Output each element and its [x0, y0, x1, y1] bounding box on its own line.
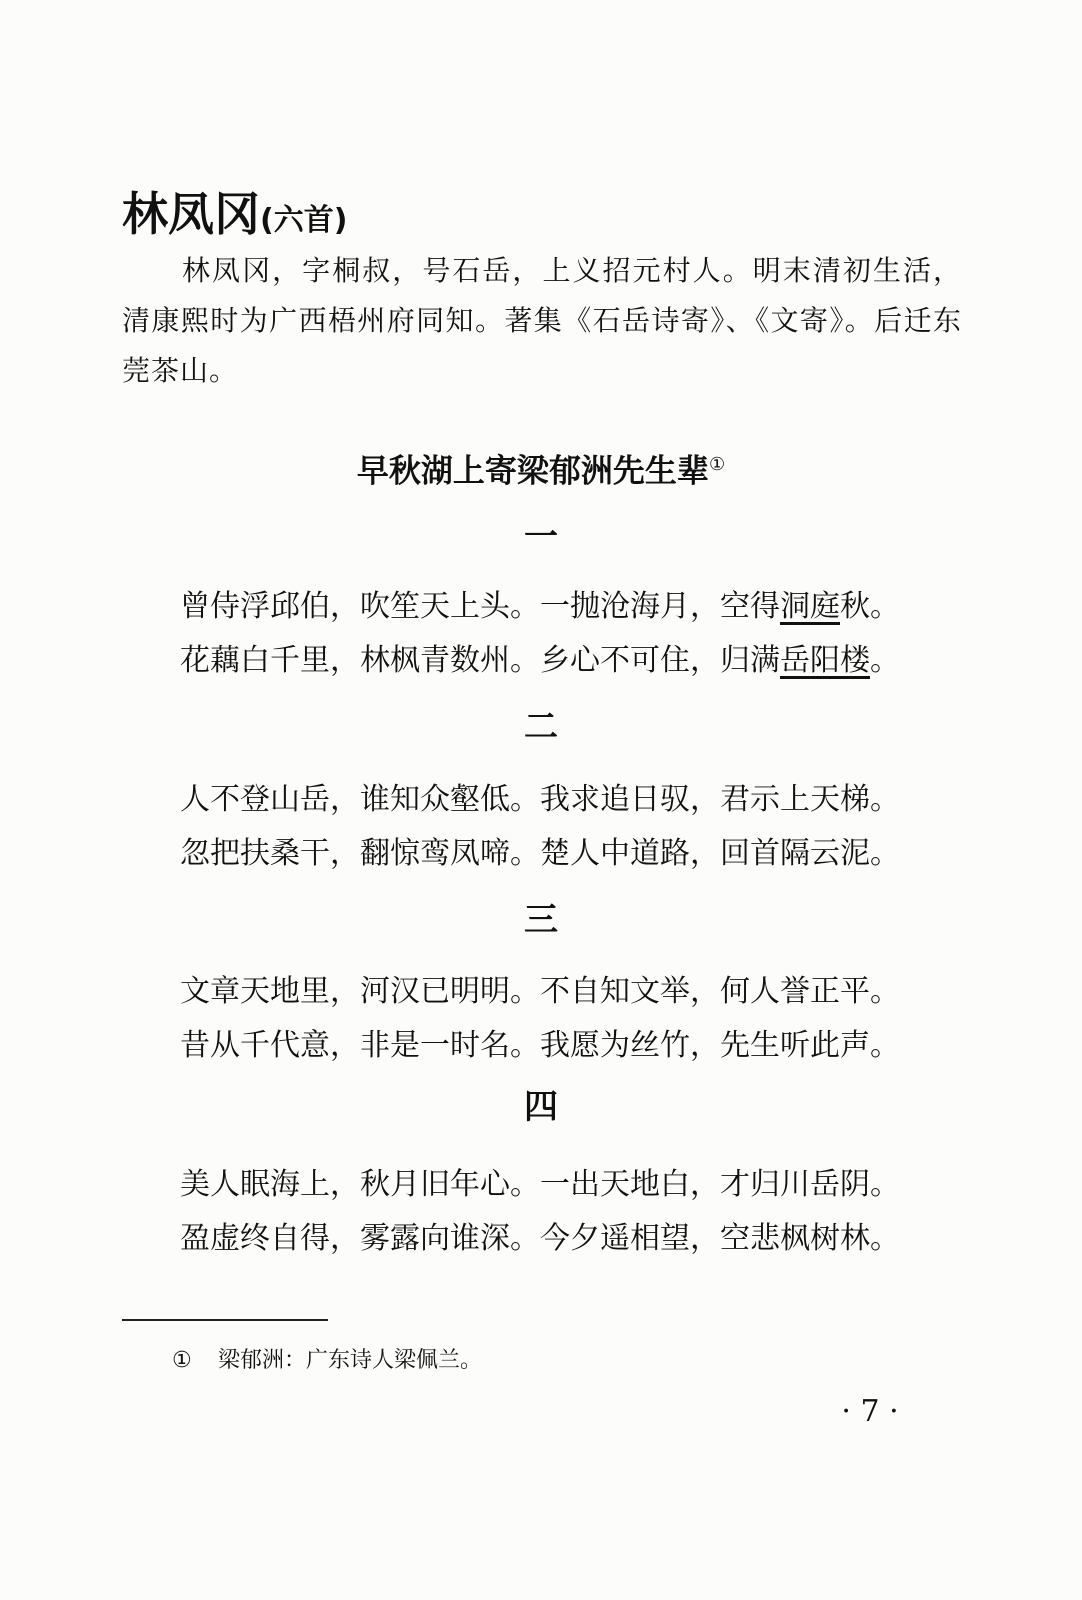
- verse-text: 曾侍浮邱伯，吹笙天上头。一抛沧海月，空得: [180, 589, 780, 624]
- verse-line: [180, 580, 940, 634]
- poem-title-text: 早秋湖上寄梁郁洲先生辈: [356, 451, 709, 490]
- verse-text: 。: [870, 643, 900, 678]
- verse-text: 秋。: [840, 589, 900, 624]
- poem-count: (六首): [260, 203, 348, 238]
- verse-line: [180, 634, 940, 688]
- verse-line: [180, 1158, 940, 1212]
- page-number: · 7 ·: [841, 1394, 899, 1429]
- poem-title: [0, 440, 1082, 496]
- verse-text: 美人眠海上，秋月旧年心。一出天地白，才归川岳阴。: [180, 1167, 900, 1202]
- verse-line: [180, 965, 940, 1019]
- author-name: 林凤冈: [122, 187, 260, 241]
- verse-text: 文章天地里，河汉已明明。不自知文举，何人誉正平。: [180, 974, 900, 1009]
- verse-line: [180, 1212, 940, 1266]
- place-name: 洞庭: [780, 589, 840, 624]
- verse-line: [180, 773, 940, 827]
- section-number-3: 三: [524, 900, 558, 940]
- verse-text: 昔从千代意，非是一时名。我愿为丝竹，先生听此声。: [180, 1028, 900, 1063]
- verse-4: [180, 1158, 940, 1266]
- footnote-mark: ①: [172, 1348, 192, 1373]
- footnote-reference: ①: [708, 454, 726, 475]
- author-biography: 林凤冈，字桐叔，号石岳，上义招元村人。明末清初生活，清康熙时为广西梧州府同知。著集《石岳诗寄》、《文寄》。后迁东莞茶山。: [122, 254, 962, 387]
- section-number-4: 四: [524, 1087, 558, 1127]
- section-number-1: 一: [524, 517, 558, 557]
- footnote-text: 梁郁洲：广东诗人梁佩兰。: [218, 1348, 483, 1373]
- verse-2: [180, 773, 940, 881]
- verse-line: [180, 1019, 940, 1073]
- author-heading: [122, 186, 347, 249]
- verse-text: 花藕白千里，林枫青数州。乡心不可住，归满: [180, 643, 780, 678]
- verse-1: [180, 580, 940, 688]
- footnote: [172, 1344, 482, 1378]
- footnote-divider: [122, 1319, 328, 1321]
- verse-text: 人不登山岳，谁知众壑低。我求追日驭，君示上天梯。: [180, 782, 900, 817]
- verse-line: [180, 827, 940, 881]
- verse-3: [180, 965, 940, 1073]
- section-number-2: 二: [524, 707, 558, 747]
- place-name: 岳阳楼: [780, 643, 870, 678]
- verse-text: 盈虚终自得，雾露向谁深。今夕遥相望，空悲枫树林。: [180, 1221, 900, 1256]
- verse-text: 忽把扶桑干，翻惊鸾凤啼。楚人中道路，回首隔云泥。: [180, 836, 900, 871]
